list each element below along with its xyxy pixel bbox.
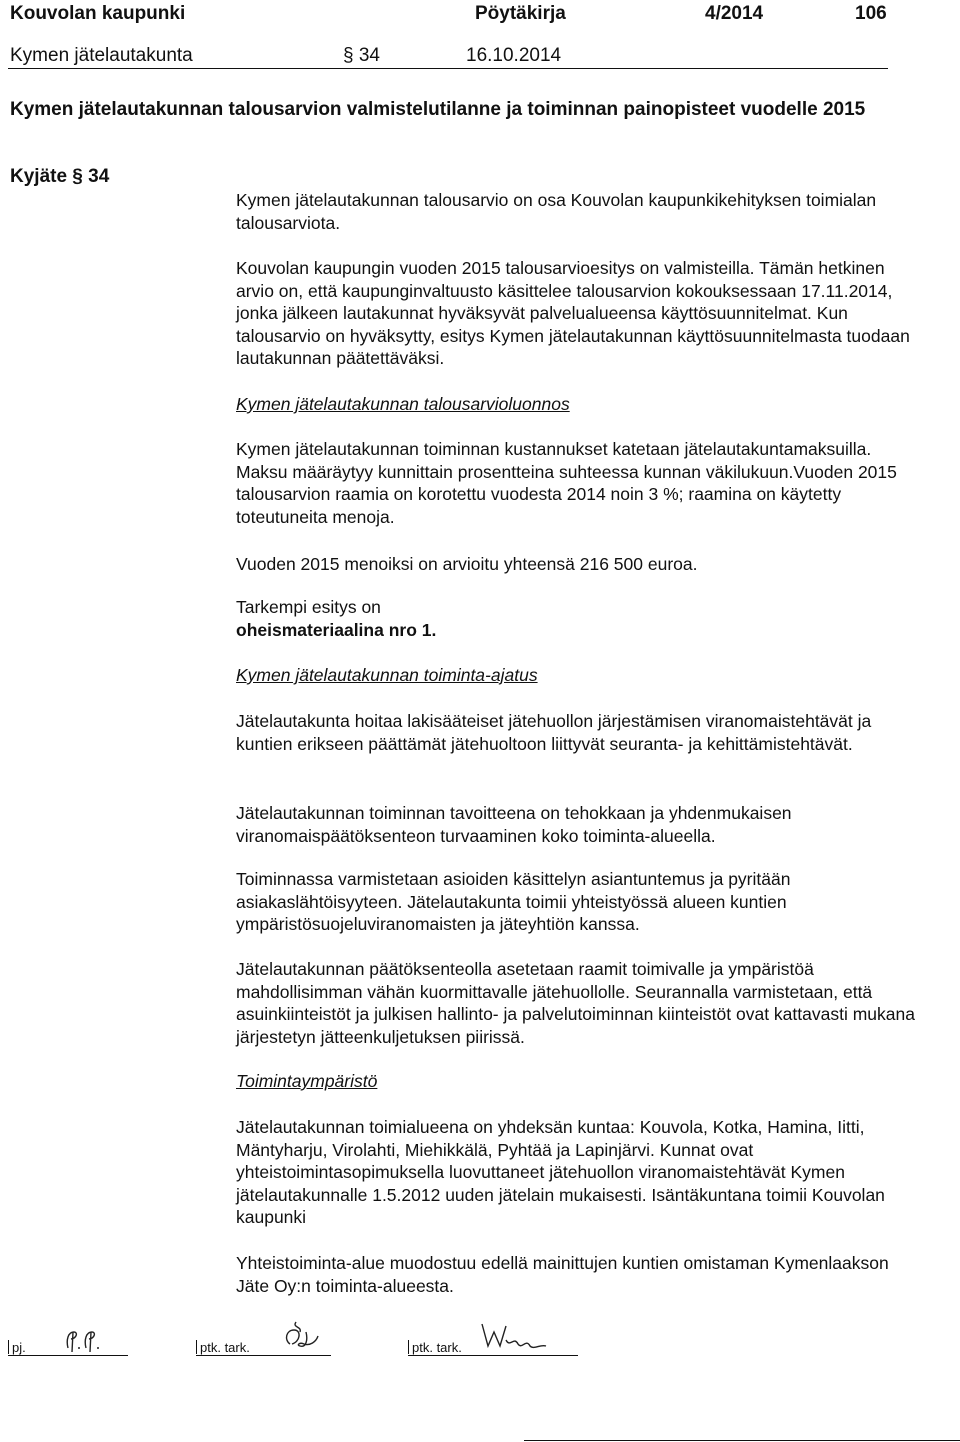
paragraph-text: Tarkempi esitys on [236, 597, 381, 617]
paragraph [236, 189, 916, 234]
paragraph [236, 1252, 916, 1297]
doc-type: Pöytäkirja [475, 3, 566, 24]
pj-signature [62, 1326, 112, 1359]
paragraph-text: Kymen jätelautakunnan talousarvio on osa Kouvolan kaupunkikehityksen toimialan talousarviota. [236, 190, 877, 233]
subheading [236, 394, 916, 415]
paragraph [236, 958, 916, 1048]
subheading-text: Kymen jätelautakunnan talousarvioluonnos [236, 394, 570, 414]
subheading [236, 665, 916, 686]
paragraph-text: Kouvolan kaupungin vuoden 2015 talousarvioesitys on valmisteilla. Tämän hetkinen arvio on, että kaupunginvaltuusto käsittelee talousarvion kokouksessaan 17.11.2014, jonka jälkeen lautakunnat hyväksyvät palvelualueensa käyttösuunnitelmat. Kun talousarvio on hyväksytty, esitys Kymen jätelautakunnan käyttösuunnitelmasta tuodaan lautakunnan päätettäväksi. [236, 258, 910, 368]
paragraph [236, 596, 916, 641]
paragraph-text: Kymen jätelautakunnan toiminnan kustannukset katetaan jätelautakuntamaksuilla. Maksu määräytyy kunnittain prosentteina suhteessa kunnan väkilukuun.Vuoden 2015 talousarvion raamia on korotettu vuodesta 2014 noin 3 %; raamina on käytetty toteutuneita menoja. [236, 439, 897, 527]
header-rule [8, 68, 888, 69]
document-title: Kymen jätelautakunnan talousarvion valmistelutilanne ja toiminnan painopisteet vuodelle 2015 [10, 99, 866, 120]
attachment-reference: oheismateriaalina nro 1. [236, 619, 437, 640]
paragraph-text: Jätelautakunta hoitaa lakisääteiset jätehuollon järjestämisen viranomaistehtävät ja kuntien erikseen päättämät jätehuoltoon liittyvät seuranta- ja kehittämistehtävät. [236, 711, 872, 754]
paragraph-text: Jätelautakunnan päätöksenteolla asetetaan raamit toimivalle ja ympäristöä mahdollisimman vähän kuormittavalle jätehuollolle. Seurannalla varmistetaan, että asuinkiinteistöt ja julkisen hallinto- ja palvelutoiminnan kiinteistöt ovat kattavasti mukana järjestetyn jätteenkuljetuksen piirissä. [236, 959, 915, 1047]
paragraph-text: Yhteistoiminta-alue muodostuu edellä mainittujen kuntien omistaman Kymenlaakson Jäte Oy:n toiminta-alueesta. [236, 1253, 889, 1296]
page-number: 106 [855, 3, 887, 24]
meeting-date: 16.10.2014 [466, 45, 562, 66]
ptk2-signature [476, 1318, 556, 1359]
paragraph [236, 438, 916, 528]
bottom-rule [524, 1440, 960, 1441]
paragraph [236, 802, 916, 847]
paragraph [236, 553, 916, 576]
section-number: § 34 [343, 45, 380, 66]
subheading-text: Toimintaympäristö [236, 1071, 378, 1091]
paragraph [236, 1116, 916, 1229]
subheading-text: Kymen jätelautakunnan toiminta-ajatus [236, 665, 538, 685]
org-name: Kouvolan kaupunki [10, 3, 186, 24]
issue-number: 4/2014 [705, 3, 764, 24]
pj-label: pj. [8, 1340, 26, 1354]
paragraph-text: Toiminnassa varmistetaan asioiden käsittelyn asiantuntemus ja pyritään asiakaslähtöisyyteen. Jätelautakunta toimii yhteistyössä alueen kuntien ympäristösuojeluviranomaisten ja jäteyhtiön kanssa. [236, 869, 791, 934]
ptk1-label: ptk. tark. [196, 1340, 250, 1354]
paragraph [236, 257, 916, 370]
paragraph [236, 868, 916, 936]
ptk2-label: ptk. tark. [408, 1340, 462, 1354]
paragraph [236, 710, 916, 755]
committee-name: Kymen jätelautakunta [10, 45, 193, 66]
ptk1-signature [280, 1318, 340, 1359]
section-label: Kyjäte § 34 [10, 166, 110, 187]
paragraph-text: Jätelautakunnan toimialueena on yhdeksän kuntaa: Kouvola, Kotka, Hamina, Iitti, Mäntyharju, Virolahti, Miehikkälä, Pyhtää ja Lapinjärvi. Kunnat ovat yhteistoimintasopimuksella luovuttaneet jätehuollon viranomaistehtävät Kymen jätelautakunnalle 1.5.2012 uuden jätelain mukaisesti. Isäntäkuntana toimii Kouvolan kaupunki [236, 1117, 885, 1227]
paragraph-text: Vuoden 2015 menoiksi on arvioitu yhteensä 216 500 euroa. [236, 554, 698, 574]
subheading [236, 1071, 916, 1092]
paragraph-text: Jätelautakunnan toiminnan tavoitteena on tehokkaan ja yhdenmukaisen viranomaispäätöksenteon turvaaminen koko toiminta-alueella. [236, 803, 792, 846]
